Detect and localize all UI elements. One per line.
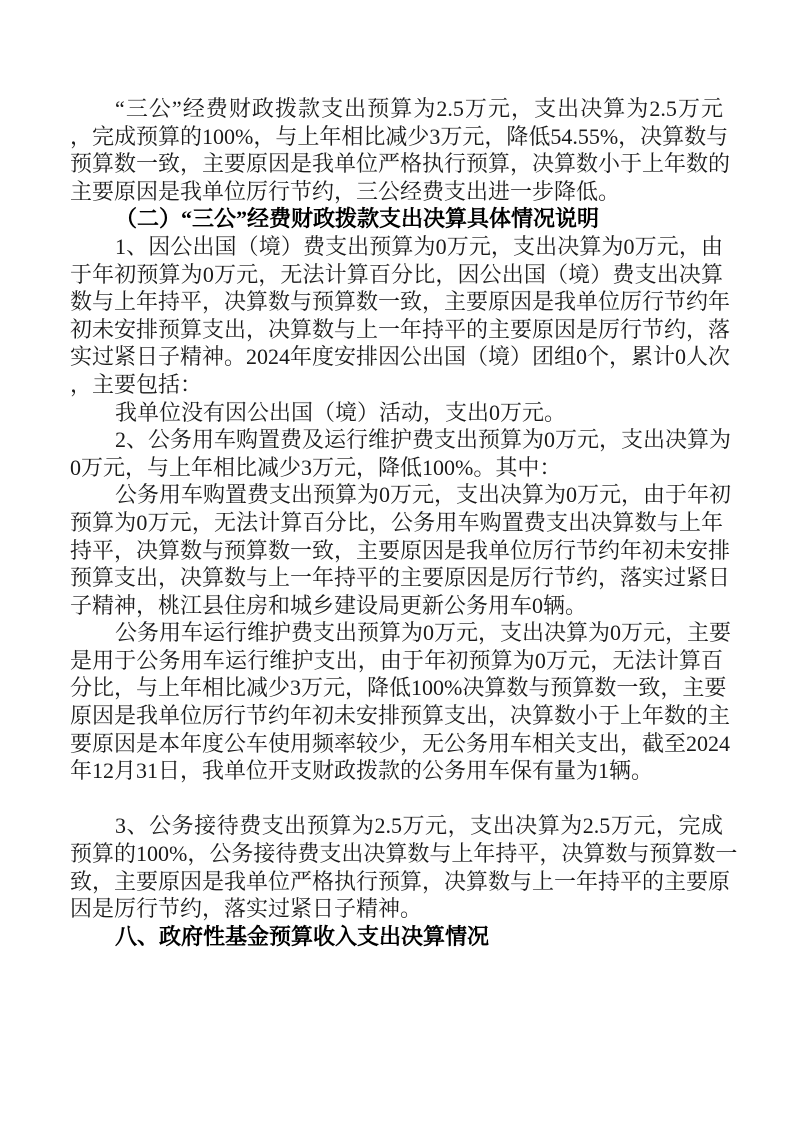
body-paragraph — [70, 399, 723, 427]
text-line — [70, 785, 723, 813]
text-line: 数与上年持平，决算数与预算数一致，主要原因是我单位厉行节约年 — [70, 289, 731, 315]
text-line: 子精神，桃江县住房和城乡建设局更新公务用车0辆。 — [70, 592, 588, 618]
document-content — [70, 95, 738, 950]
text-line: 1、因公出国（境）费支出预算为0万元，支出决算为0万元，由 — [115, 233, 723, 259]
text-line: 预算支出，决算数与上一年持平的主要原因是厉行节约，落实过紧日 — [70, 565, 731, 591]
text-line: 我单位没有因公出国（境）活动，支出0万元。 — [115, 399, 567, 425]
section-heading — [70, 923, 723, 951]
body-paragraph — [70, 95, 731, 205]
text-line: 3、公务接待费支出预算为2.5万元，支出决算为2.5万元，完成 — [115, 813, 723, 839]
text-line: ，主要包括： — [70, 371, 203, 397]
text-line: “三公”经费财政拨款支出预算为2.5万元，支出决算为2.5万元 — [115, 96, 723, 121]
text-line: 预算的100%，公务接待费支出决算数与上年持平，决算数与预算数一 — [70, 841, 738, 867]
text-line: ，完成预算的100%，与上年相比减少3万元，降低54.55%，决算数与 — [70, 123, 729, 149]
text-line: 2、公务用车购置费及运行维护费支出预算为0万元，支出决算为 — [115, 427, 732, 453]
text-line: 要原因是本年度公车使用频率较少，无公务用车相关支出，截至2024 — [70, 730, 731, 756]
text-line: 公务用车运行维护费支出预算为0万元，支出决算为0万元，主要 — [115, 620, 732, 646]
text-line: 原因是我单位厉行节约年初未安排预算支出，决算数小于上年数的主 — [70, 703, 731, 729]
section-heading — [70, 205, 723, 233]
text-line: 年12月31日，我单位开支财政拨款的公务用车保有量为1辆。 — [70, 758, 654, 784]
text-line: （二）“三公”经费财政拨款支出决算具体情况说明 — [115, 206, 600, 232]
text-line: 因是厉行节约，落实过紧日子精神。 — [70, 896, 423, 922]
body-paragraph — [70, 619, 732, 785]
body-paragraph — [70, 233, 731, 399]
body-paragraph — [70, 812, 738, 922]
text-line: 公务用车购置费支出预算为0万元，支出决算为0万元，由于年初 — [115, 482, 732, 508]
text-line: 主要原因是我单位厉行节约，三公经费支出进一步降低。 — [70, 178, 621, 204]
text-line: 预算为0万元，无法计算百分比，公务用车购置费支出决算数与上年 — [70, 509, 723, 535]
text-line: 是用于公务用车运行维护支出，由于年初预算为0万元，无法计算百 — [70, 647, 723, 673]
text-line: 0万元，与上年相比减少3万元，降低100%。其中： — [70, 454, 562, 480]
blank-line — [70, 785, 723, 813]
text-line: 实过紧日子精神。2024年度安排因公出国（境）团组0个，累计0人次 — [70, 344, 731, 370]
body-paragraph — [70, 481, 732, 619]
text-line: 预算数一致，主要原因是我单位严格执行预算，决算数小于上年数的 — [70, 151, 731, 177]
text-line: 初未安排预算支出，决算数与上一年持平的主要原因是厉行节约，落 — [70, 316, 731, 342]
text-line: 八、政府性基金预算收入支出决算情况 — [115, 923, 490, 949]
body-paragraph — [70, 426, 732, 481]
text-line: 分比，与上年相比减少3万元，降低100%决算数与预算数一致，主要 — [70, 675, 727, 701]
text-line: 持平，决算数与预算数一致，主要原因是我单位厉行节约年初未安排 — [70, 537, 731, 563]
text-line: 致，主要原因是我单位严格执行预算，决算数与上一年持平的主要原 — [70, 868, 731, 894]
text-line: 于年初预算为0万元，无法计算百分比，因公出国（境）费支出决算 — [70, 261, 723, 287]
